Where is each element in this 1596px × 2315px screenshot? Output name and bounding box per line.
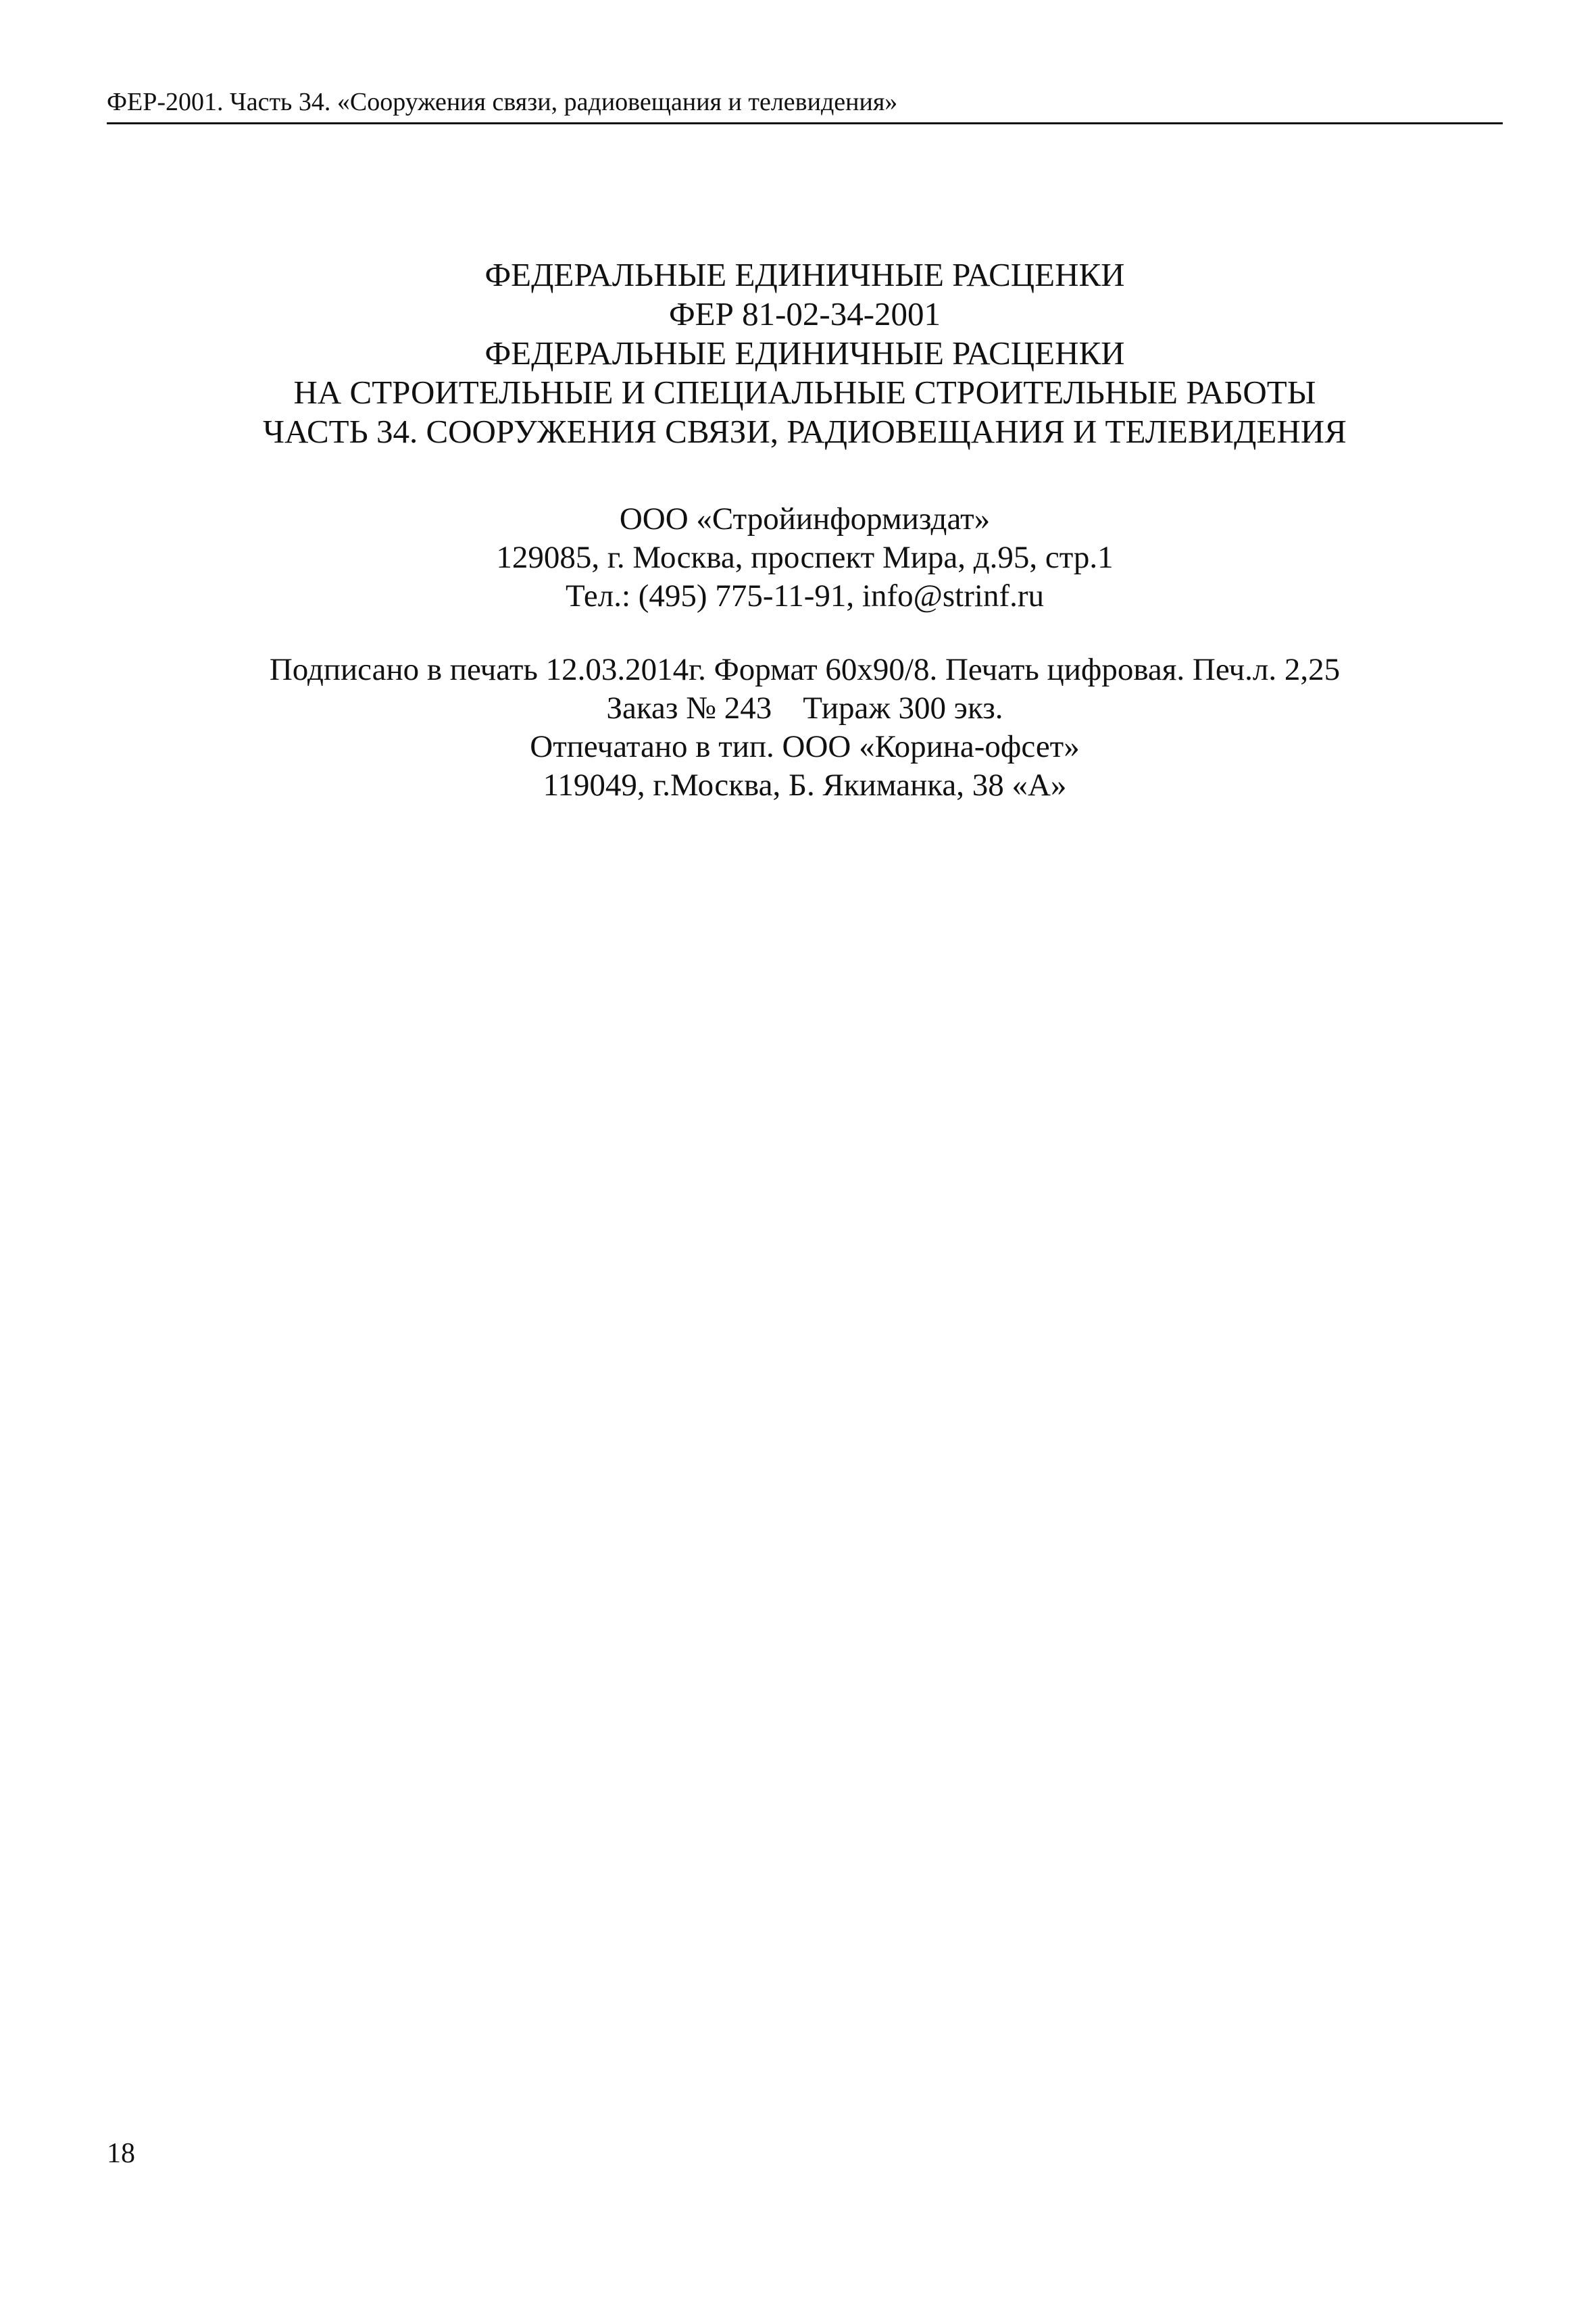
header-rule xyxy=(107,122,1503,124)
imprint-order: Заказ № 243 xyxy=(606,691,772,726)
publisher-name: ООО «Стройинформиздат» xyxy=(619,501,991,537)
imprint-printer-address: 119049, г.Москва, Б. Якиманка, 38 «А» xyxy=(543,768,1067,803)
imprint-block xyxy=(107,651,1503,805)
title-line-2: ФЕР 81-02-34-2001 xyxy=(668,295,941,332)
page-number: 18 xyxy=(107,2138,135,2169)
title-line-1: ФЕДЕРАЛЬНЫЕ ЕДИНИЧНЫЕ РАСЦЕНКИ xyxy=(484,256,1125,293)
title-line-4: НА СТРОИТЕЛЬНЫЕ И СПЕЦИАЛЬНЫЕ СТРОИТЕЛЬНЫЕ РАБОТЫ xyxy=(293,374,1316,411)
publisher-block xyxy=(107,500,1503,616)
imprint-print-run: Тираж 300 экз. xyxy=(803,691,1003,726)
publisher-contacts: Тел.: (495) 775-11-91, info@strinf.ru xyxy=(565,578,1044,614)
imprint-order-line xyxy=(107,689,1503,728)
imprint-signed: Подписано в печать 12.03.2014г. Формат 60x90/8. Печать цифровая. Печ.л. 2,25 xyxy=(269,652,1341,687)
running-header: ФЕР-2001. Часть 34. «Сооружения связи, радиовещания и телевидения» xyxy=(107,88,898,116)
title-block xyxy=(107,255,1503,451)
title-line-3: ФЕДЕРАЛЬНЫЕ ЕДИНИЧНЫЕ РАСЦЕНКИ xyxy=(484,334,1125,372)
imprint-printed-by: Отпечатано в тип. ООО «Корина-офсет» xyxy=(530,729,1080,764)
publisher-address: 129085, г. Москва, проспект Мира, д.95, стр.1 xyxy=(496,540,1114,575)
title-line-5: ЧАСТЬ 34. СООРУЖЕНИЯ СВЯЗИ, РАДИОВЕЩАНИЯ И ТЕЛЕВИДЕНИЯ xyxy=(263,413,1347,450)
